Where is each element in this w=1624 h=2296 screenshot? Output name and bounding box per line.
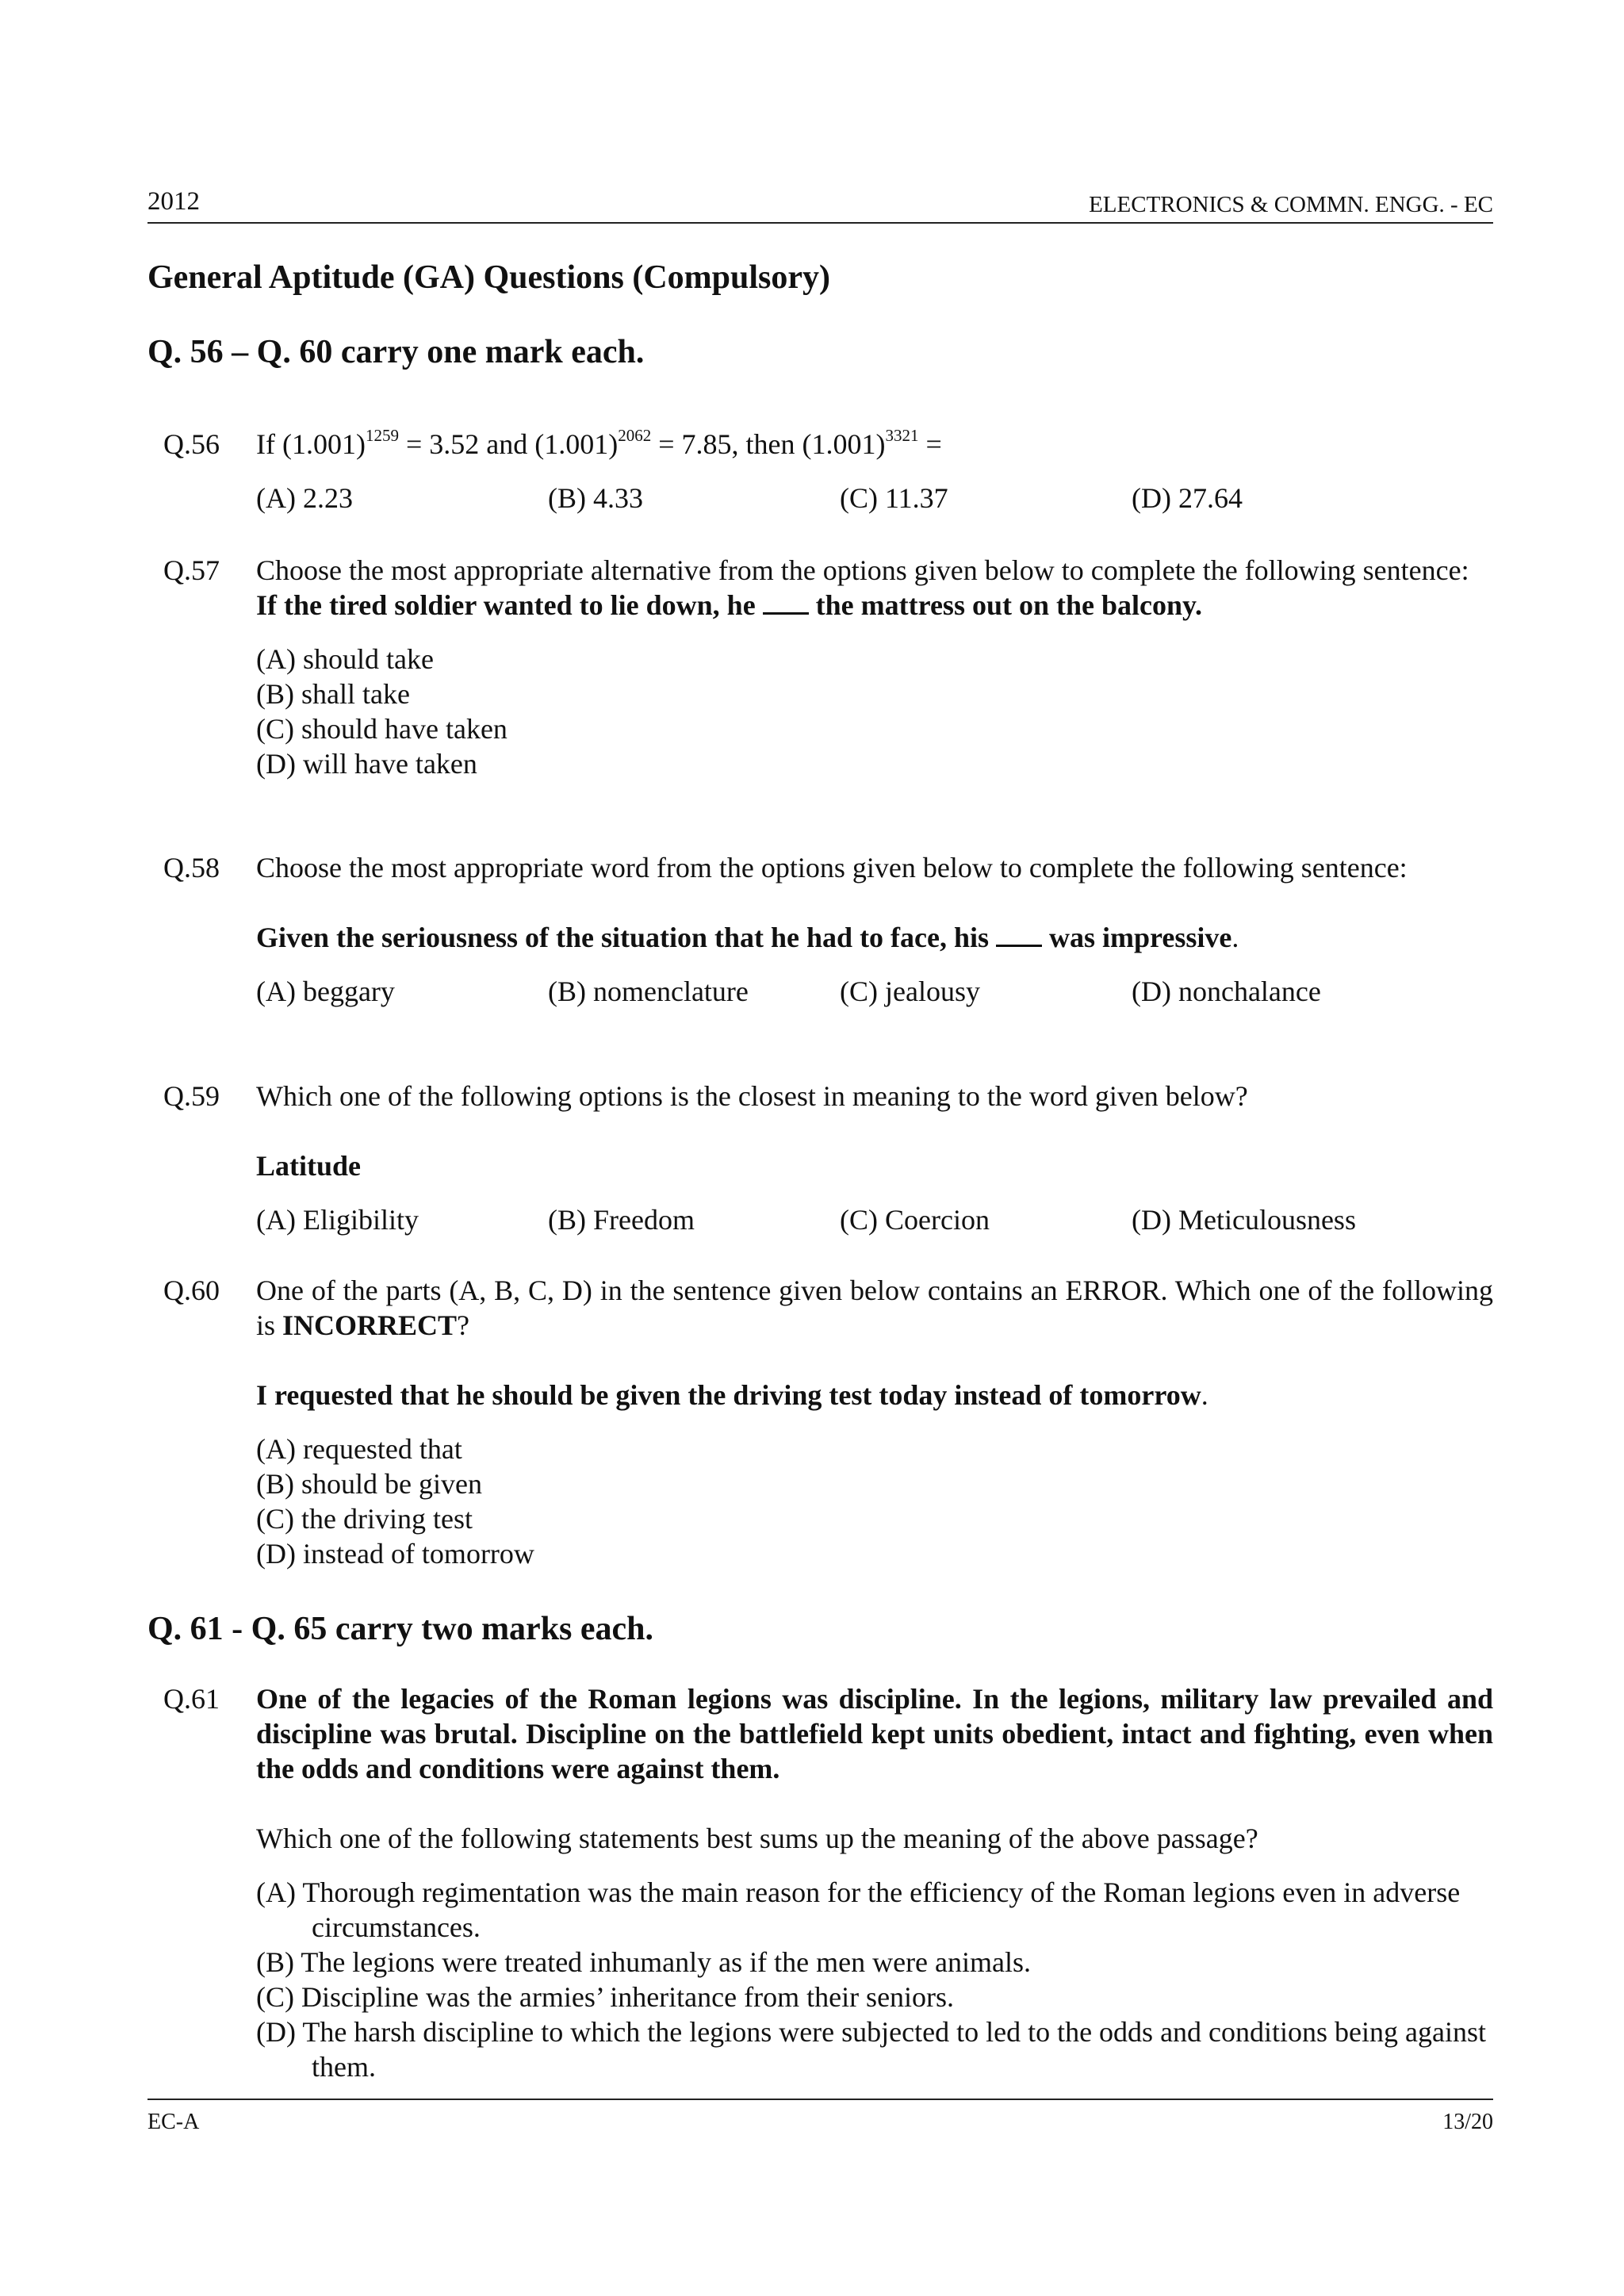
page-footer	[147, 2099, 1493, 2134]
option-a: (A) should take	[256, 643, 434, 675]
question-number: Q.56	[163, 428, 220, 460]
option-b: (B) The legions were treated inhumanly as if the men were animals.	[256, 1946, 1032, 1978]
option-b: (B) nomenclature	[548, 976, 749, 1007]
footer-page-number: 13/20	[1442, 2110, 1493, 2134]
question-58	[147, 850, 1493, 1009]
question-number: Q.60	[163, 1274, 220, 1306]
question-text: If $(1.001)^{1259} = 3.52$ and $(1.001)^{2062} = 7.85$, then $(1.001)^{3321}$ =	[256, 426, 942, 460]
option-c: (C) Coercion	[840, 1204, 990, 1236]
question-sentence: I requested that he should be given the driving test today instead of tomorrow.	[256, 1379, 1208, 1411]
question-60	[147, 1273, 1493, 1571]
header-paper: ELECTRONICS & COMMN. ENGG. - EC	[1089, 192, 1493, 217]
options-row	[256, 481, 1493, 516]
option-a: (A) Eligibility	[256, 1204, 419, 1236]
question-word: Latitude	[256, 1150, 362, 1182]
question-text: Which one of the following statements best sums up the meaning of the above passage?	[256, 1823, 1258, 1854]
question-61	[147, 1681, 1493, 2084]
option-d: (D) Meticulousness	[1132, 1204, 1356, 1236]
part1-title: Q. 56 – Q. 60 carry one mark each.	[147, 334, 645, 370]
option-c: (C) Discipline was the armies’ inheritance from their seniors.	[256, 1981, 955, 2013]
option-b: (B) 4.33	[548, 482, 643, 514]
option-d: (D) will have taken	[256, 748, 477, 780]
question-number: Q.59	[163, 1080, 220, 1112]
option-d: (D) instead of tomorrow	[256, 1538, 534, 1570]
options-list	[256, 642, 1493, 781]
option-b: (B) should be given	[256, 1468, 482, 1500]
options-row	[256, 974, 1493, 1009]
option-c: (C) jealousy	[840, 976, 980, 1007]
question-sentence: If the tired soldier wanted to lie down, he the mattress out on the balcony.	[256, 589, 1203, 621]
option-a: (A) beggary	[256, 976, 395, 1007]
option-c: (C) should have taken	[256, 713, 508, 745]
question-sentence: Given the seriousness of the situation that he had to face, his was impressive.	[256, 922, 1239, 953]
option-a: (A) 2.23	[256, 482, 353, 514]
part2-title: Q. 61 - Q. 65 carry two marks each.	[147, 1611, 654, 1647]
page-header	[147, 187, 1493, 224]
options-list	[256, 1875, 1493, 2084]
option-c: (C) 11.37	[840, 482, 948, 514]
question-56	[147, 427, 1493, 516]
header-year: 2012	[147, 187, 200, 216]
question-text: One of the parts (A, B, C, D) in the sentence given below contains an ERROR. Which one of the following is INCORRECT?	[256, 1274, 1493, 1341]
option-c: (C) the driving test	[256, 1503, 473, 1535]
option-d: (D) 27.64	[1132, 482, 1243, 514]
options-list	[256, 1432, 1493, 1571]
option-d: (D) The harsh discipline to which the legions were subjected to led to the odds and conditions being against them.	[256, 2016, 1486, 2083]
question-text: Choose the most appropriate word from the options given below to complete the following sentence:	[256, 852, 1408, 884]
options-row	[256, 1202, 1493, 1237]
question-text: Choose the most appropriate alternative from the options given below to complete the following sentence:	[256, 554, 1469, 586]
question-59	[147, 1079, 1493, 1237]
section-title: General Aptitude (GA) Questions (Compulsory)	[147, 259, 830, 296]
option-b: (B) shall take	[256, 678, 410, 710]
option-a: (A) Thorough regimentation was the main reason for the efficiency of the Roman legions even in adverse circumstances.	[256, 1876, 1461, 1943]
question-number: Q.58	[163, 852, 220, 884]
passage-text: One of the legacies of the Roman legions was discipline. In the legions, military law prevailed and discipline was brutal. Discipline on the battlefield kept units obedient, intact and fighting, even when the odds and conditions were against them.	[256, 1683, 1493, 1784]
question-text: Which one of the following options is the closest in meaning to the word given below?	[256, 1080, 1248, 1112]
option-d: (D) nonchalance	[1132, 976, 1321, 1007]
blank-line	[763, 608, 809, 615]
question-57	[147, 553, 1493, 781]
footer-code: EC-A	[147, 2110, 200, 2134]
blank-line	[996, 940, 1042, 947]
option-b: (B) Freedom	[548, 1204, 695, 1236]
question-number: Q.57	[163, 554, 220, 586]
question-number: Q.61	[163, 1683, 220, 1715]
option-a: (A) requested that	[256, 1433, 462, 1465]
